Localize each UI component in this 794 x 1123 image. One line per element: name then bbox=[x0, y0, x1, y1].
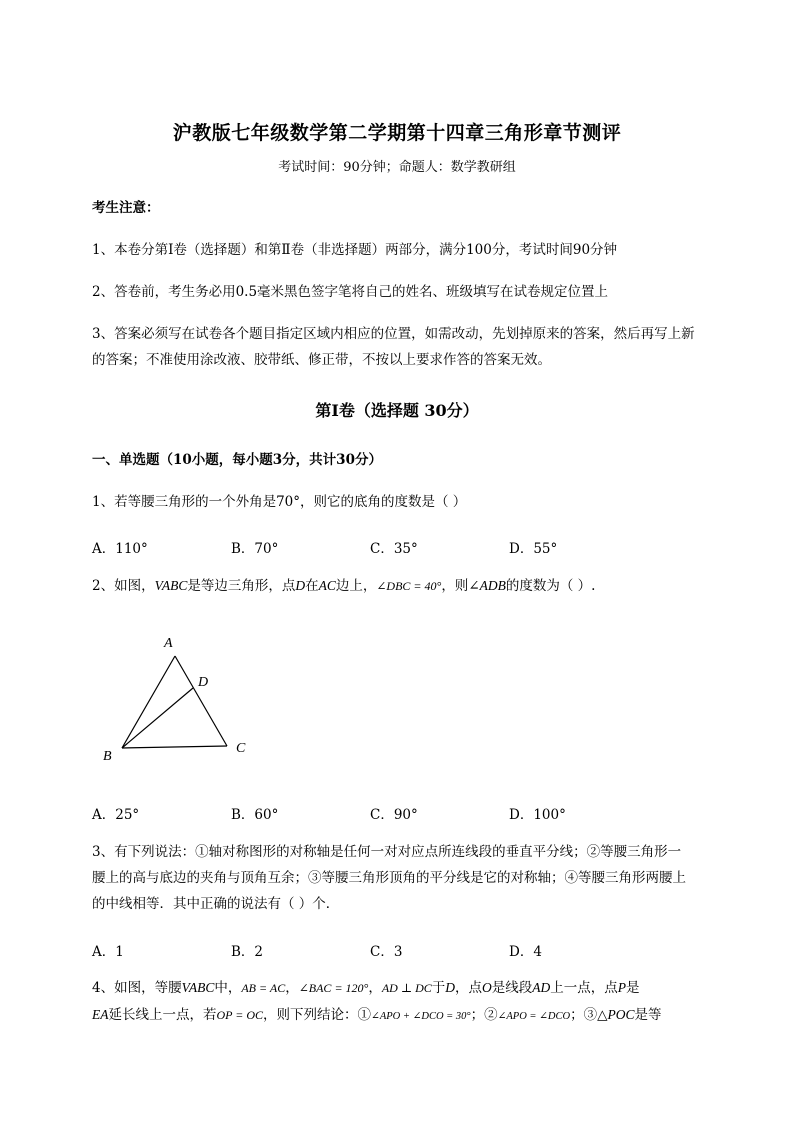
question-1-stem: 1、若等腰三角形的一个外角是70°，则它的底角的度数是（ ） bbox=[92, 494, 467, 510]
q4-l1-math-6: O bbox=[482, 980, 492, 995]
q4-l1-text-8: 上一点，点 bbox=[550, 980, 618, 996]
q2-math-angle-dbc: ∠DBC = 40° bbox=[376, 579, 442, 593]
part1-title: 第I卷（选择题 30分） bbox=[315, 401, 479, 420]
q3-option-d: D．4 bbox=[509, 944, 542, 960]
q4-l1-text-9: 是 bbox=[626, 980, 640, 996]
segment-bd bbox=[122, 688, 193, 748]
notice-item-3-line-1: 3、答案必须写在试卷各个题目指定区域内相应的位置，如需改动，先划掉原来的答案，然后再写上新 bbox=[92, 326, 695, 342]
q2-text-3: 在 bbox=[305, 578, 319, 594]
section-heading: 一、单选题（10小题，每小题3分，共计30分） bbox=[92, 452, 382, 468]
q2-math-triangle: VABC bbox=[154, 578, 188, 593]
q4-l1-text-2: 中， bbox=[214, 980, 242, 996]
notice-item-1: 1、本卷分第I卷（选择题）和第Ⅱ卷（非选择题）两部分，满分100分，考试时间90分钟 bbox=[92, 242, 618, 258]
label-b: B bbox=[103, 749, 112, 764]
q4-l1-math-7: AD bbox=[532, 980, 551, 995]
q4-l2-math-4: ∠APO = ∠DCO bbox=[497, 1011, 571, 1022]
q1-option-c: C．35° bbox=[370, 541, 418, 557]
q4-l2-math-2: OP = OC bbox=[216, 1008, 264, 1022]
exam-info: 考试时间：90分钟；命题人：数学教研组 bbox=[278, 160, 516, 175]
q2-option-d: D．100° bbox=[509, 807, 566, 823]
q4-l2-math-5: △POC bbox=[597, 1007, 635, 1022]
label-c: C bbox=[236, 741, 246, 756]
q2-text-4: 边上， bbox=[335, 578, 377, 594]
q4-l2-math-3: ∠APO + ∠DCO = 30° bbox=[371, 1011, 471, 1022]
q2-text-1: 2、如图， bbox=[92, 578, 155, 594]
q3-option-a: A．1 bbox=[92, 944, 124, 960]
question-4-line-2 bbox=[92, 1001, 662, 1031]
q4-l1-math-2: AB = AC bbox=[241, 981, 286, 995]
question-3-line-1: 3、有下列说法：①轴对称图形的对称轴是任何一对对应点所连线段的垂直平分线；②等腰三角形一 bbox=[92, 844, 682, 860]
side-ac bbox=[175, 656, 227, 746]
q4-l2-text-1: 延长线上一点，若 bbox=[108, 1007, 217, 1023]
q4-l2-text-2: ，则下列结论：① bbox=[263, 1007, 372, 1023]
q3-option-c: C．3 bbox=[370, 944, 403, 960]
triangle-figure bbox=[95, 628, 270, 768]
q4-l1-math-3: ∠BAC = 120° bbox=[298, 981, 369, 995]
q4-l2-math-1: EA bbox=[92, 1007, 109, 1022]
q2-text-6: 的度数为（ ）. bbox=[505, 578, 596, 594]
label-d: D bbox=[198, 675, 209, 690]
q2-option-b: B．60° bbox=[231, 807, 279, 823]
q4-l1-math-4: AD ⊥ DC bbox=[381, 981, 432, 995]
q4-l2-text-4: ；③ bbox=[570, 1007, 598, 1023]
side-bc bbox=[122, 746, 227, 748]
notice-item-3-line-2: 的答案；不准使用涂改液、胶带纸、修正带，不按以上要求作答的答案无效。 bbox=[92, 352, 551, 368]
q4-l1-text-6: ，点 bbox=[455, 980, 483, 996]
q4-l1-text-7: 是线段 bbox=[491, 980, 533, 996]
q1-option-b: B．70° bbox=[231, 541, 279, 557]
label-a: A bbox=[164, 636, 173, 651]
q4-l2-text-5: 是等 bbox=[634, 1007, 662, 1023]
q2-math-point-d: D bbox=[295, 578, 306, 593]
page-title: 沪教版七年级数学第二学期第十四章三角形章节测评 bbox=[172, 122, 622, 144]
question-4-line-1 bbox=[92, 974, 640, 1002]
q2-option-c: C．90° bbox=[370, 807, 418, 823]
question-2-stem bbox=[92, 572, 595, 600]
q2-math-side-ac: AC bbox=[318, 578, 336, 593]
question-3-line-2: 腰上的高与底边的夹角与顶角互余；③等腰三角形顶角的平分线是它的对称轴；④等腰三角形两腰上 bbox=[92, 870, 686, 886]
q4-l1-math-8: P bbox=[617, 980, 627, 995]
q4-l1-math-1: VABC bbox=[181, 980, 215, 995]
q3-option-b: B．2 bbox=[231, 944, 264, 960]
q1-option-d: D．55° bbox=[509, 541, 558, 557]
side-ab bbox=[122, 656, 175, 748]
q4-l1-text-1: 4、如图，等腰 bbox=[92, 980, 182, 996]
q4-l1-text-5: 于 bbox=[431, 980, 446, 996]
q2-option-a: A．25° bbox=[92, 807, 140, 823]
q4-l1-math-5: D bbox=[445, 980, 456, 995]
q4-l1-text-4: ， bbox=[368, 980, 382, 996]
q2-math-angle-adb: ∠ADB bbox=[468, 578, 506, 593]
question-3-line-3: 的中线相等．其中正确的说法有（ ）个． bbox=[92, 896, 340, 912]
q1-option-a: A．110° bbox=[92, 541, 148, 557]
notice-item-2: 2、答卷前，考生务必用0.5毫米黑色签字笔将自己的姓名、班级填写在试卷规定位置上 bbox=[92, 284, 609, 300]
q2-text-5: ，则 bbox=[441, 578, 469, 594]
notice-heading: 考生注意： bbox=[92, 200, 160, 216]
q4-l2-text-3: ；② bbox=[470, 1007, 498, 1023]
q2-text-2: 是等边三角形，点 bbox=[187, 578, 296, 594]
q4-l1-text-3: ， bbox=[285, 980, 299, 996]
